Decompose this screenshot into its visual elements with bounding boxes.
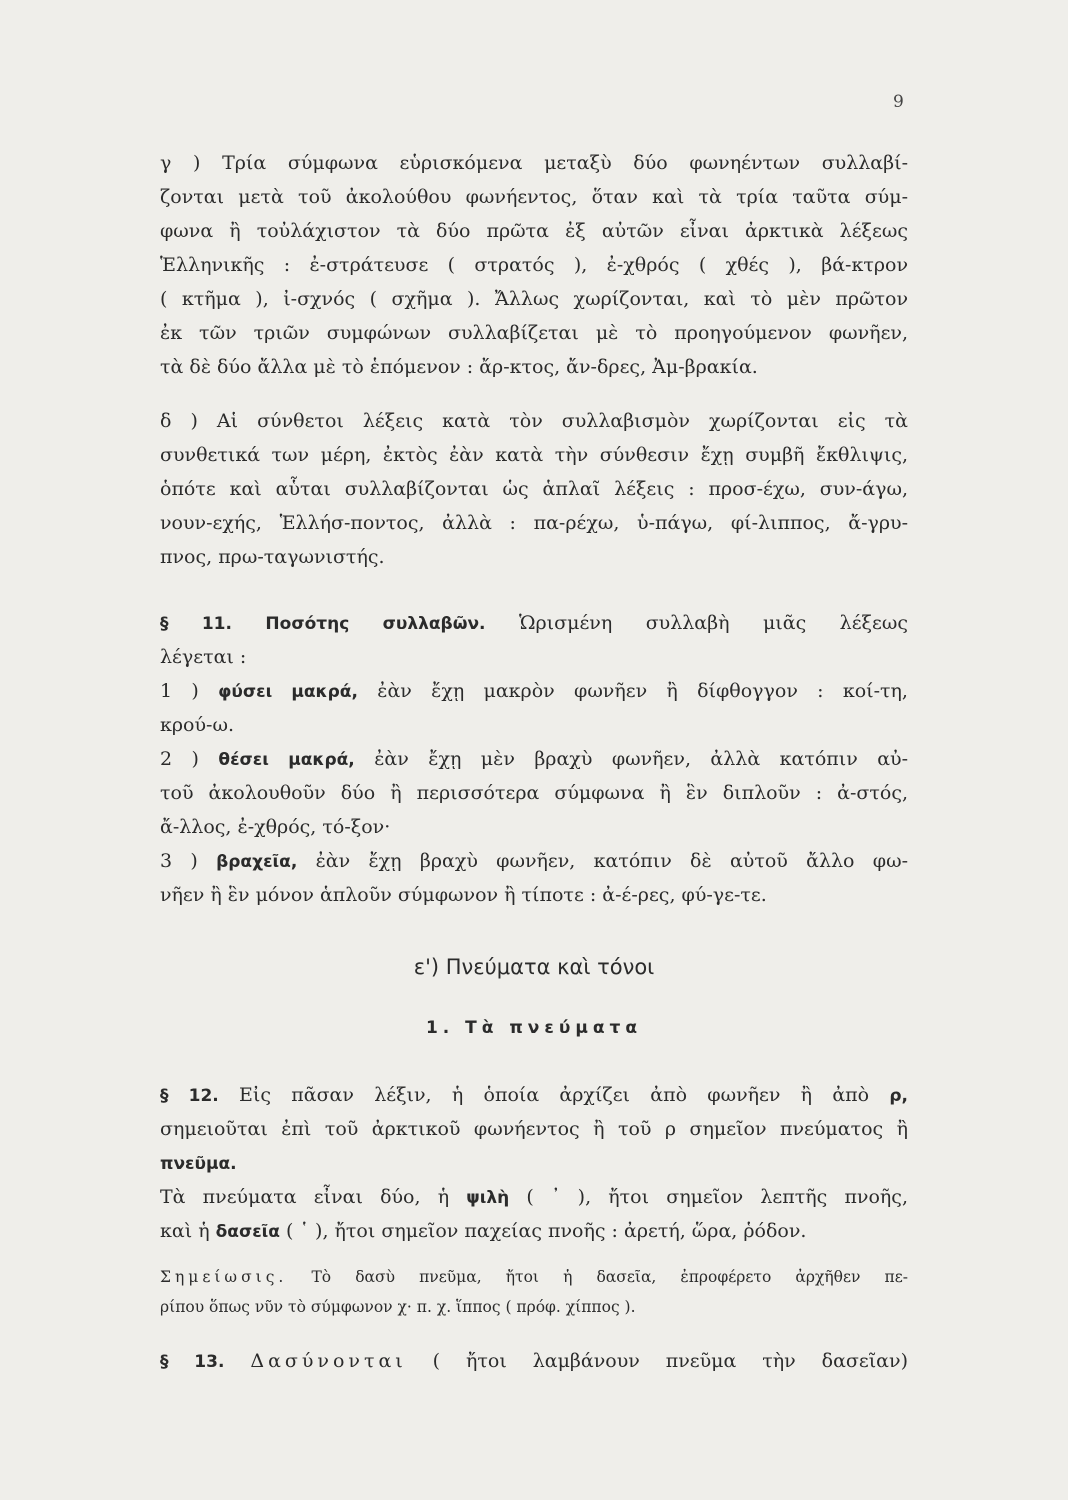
text-line: Ἑλληνικῆς : ἐ-στράτευσε ( στρατός ), ἐ-χθρός ( χθές ), βά-κτρον (160, 254, 908, 276)
section-mark: § 13. (160, 1352, 225, 1372)
text-span: Ὡρισμένη συλλαβὴ μιᾶς λέξεως (518, 612, 908, 634)
section-12 (160, 1078, 908, 1248)
text-span: ἐὰν ἔχῃ βραχὺ φωνῆεν, κατόπιν δὲ αὐτοῦ ἄλλο φω- (315, 850, 908, 872)
term: ψιλὴ (466, 1188, 510, 1208)
text-span: ( ἤτοι λαμβάνουν πνεῦμα τὴν δασεῖαν) (432, 1350, 908, 1372)
note (160, 1262, 908, 1322)
text-span: καὶ ἡ (160, 1220, 210, 1242)
text-span: Τὸ δασὺ πνεῦμα, ἤτοι ἡ δασεῖα, ἐπροφέρετο ἀρχῆθεν πε- (311, 1268, 908, 1286)
text-line: σημειοῦται ἐπὶ τοῦ ἀρκτικοῦ φωνήεντος ἢ τοῦ ρ σημεῖον πνεύματος ἢ (160, 1118, 908, 1140)
text-line (160, 606, 908, 640)
text-span: ἐὰν ἔχῃ μὲν βραχὺ φωνῆεν, ἀλλὰ κατόπιν αὐ- (374, 748, 908, 770)
term: βραχεῖα, (216, 852, 298, 872)
text-line: τοῦ ἀκολουθοῦν δύο ἢ περισσότερα σύμφωνα ἢ ἓν διπλοῦν : ἀ-στός, (160, 782, 908, 804)
paragraph-gamma (160, 146, 908, 384)
page-number: 9 (893, 92, 904, 112)
text-line (160, 674, 908, 708)
section-title: Ποσότης συλλαβῶν. (265, 614, 486, 634)
text-line: πνος, πρω-ταγωνιστής. (160, 546, 385, 568)
text-line: ( κτῆμα ), ἰ-σχνός ( σχῆμα ). Ἄλλως χωρίζονται, καὶ τὸ μὲν πρῶτον (160, 288, 908, 310)
text-line (160, 1146, 908, 1180)
section-mark: § 11. (160, 614, 232, 634)
text-line (160, 1344, 908, 1378)
term: δασεῖα (215, 1222, 280, 1242)
section-13 (160, 1344, 908, 1378)
text-line (160, 1214, 908, 1248)
text-span: Εἰς πᾶσαν λέξιν, ἡ ὁποία ἀρχίζει ἀπὸ φωνῆεν ἢ ἀπὸ (239, 1084, 870, 1106)
sub-heading: 1. Τὰ πνεύματα (425, 1018, 643, 1038)
text-line: γ ) Τρία σύμφωνα εὑρισκόμενα μεταξὺ δύο φωνηέντων συλλαβί- (160, 152, 908, 174)
paragraph-delta (160, 404, 908, 574)
text-line: νουν-εχής, Ἑλλήσ-ποντος, ἀλλὰ : πα-ρέχω, ὑ-πάγω, φί-λιππος, ἄ-γρυ- (160, 512, 908, 534)
text-span: Τὰ πνεύματα εἶναι δύο, ἡ (160, 1186, 450, 1208)
item-number: 2 ) (160, 748, 199, 770)
text-line: λέγεται : (160, 646, 247, 668)
text-line: ζονται μετὰ τοῦ ἀκολούθου φωνήεντος, ὅταν καὶ τὰ τρία ταῦτα σύμ- (160, 186, 908, 208)
term: φύσει μακρά, (218, 682, 358, 702)
text-line: ὁπότε καὶ αὗται συλλαβίζονται ὡς ἁπλαῖ λέξεις : προσ-έχω, συν-άγω, (160, 478, 908, 500)
text-span: ἐὰν ἔχῃ μακρὸν φωνῆεν ἢ δίφθογγον : κοί-τη, (377, 680, 908, 702)
text-line (160, 742, 908, 776)
text-line: συνθετικά των μέρη, ἐκτὸς ἐὰν κατὰ τὴν σύνθεσιν ἔχῃ συμβῆ ἔκθλιψις, (160, 444, 908, 466)
term: θέσει μακρά, (218, 750, 355, 770)
text-line (160, 1180, 908, 1214)
text-line (160, 1078, 908, 1112)
text-line: κρού-ω. (160, 714, 234, 736)
section-heading: ε') Πνεύματα καὶ τόνοι (413, 955, 655, 979)
text-line: δ ) Αἱ σύνθετοι λέξεις κατὰ τὸν συλλαβισμὸν χωρίζονται εἰς τὰ (160, 410, 908, 432)
text-span: ( ῾ ), ἤτοι σημεῖον παχείας πνοῆς : ἀρετή, ὥρα, ῥόδον. (286, 1220, 807, 1242)
text-line: ἐκ τῶν τριῶν συμφώνων συλλαβίζεται μὲ τὸ προηγούμενον φωνῆεν, (160, 322, 908, 344)
section-mark: § 12. (160, 1086, 219, 1106)
text-line (160, 844, 908, 878)
term: ρ, (889, 1086, 908, 1106)
term: πνεῦμα. (160, 1154, 237, 1174)
text-line: τὰ δὲ δύο ἄλλα μὲ τὸ ἑπόμενον : ἄρ-κτος, ἄν-δρες, Ἀμ-βρακία. (160, 356, 758, 378)
spaced-word: Δασύνονται (250, 1350, 407, 1372)
text-line: ρίπου ὅπως νῦν τὸ σύμφωνον χ· π. χ. ἵππος ( πρόφ. χίππος ). (160, 1298, 636, 1316)
section-11 (160, 606, 908, 912)
text-line (160, 1262, 908, 1292)
text-line: νῆεν ἢ ἓν μόνον ἁπλοῦν σύμφωνον ἢ τίποτε : ἀ-έ-ρες, φύ-γε-τε. (160, 884, 767, 906)
text-line: φωνα ἢ τοὐλάχιστον τὰ δύο πρῶτα ἐξ αὐτῶν εἶναι ἀρκτικὰ λέξεως (160, 220, 908, 242)
note-label: Σημείωσις. (160, 1268, 288, 1286)
item-number: 3 ) (160, 850, 198, 872)
item-number: 1 ) (160, 680, 199, 702)
text-line: ἄ-λλος, ἐ-χθρός, τό-ξον· (160, 816, 391, 838)
text-span: ( ᾿ ), ἤτοι σημεῖον λεπτῆς πνοῆς, (526, 1186, 908, 1208)
